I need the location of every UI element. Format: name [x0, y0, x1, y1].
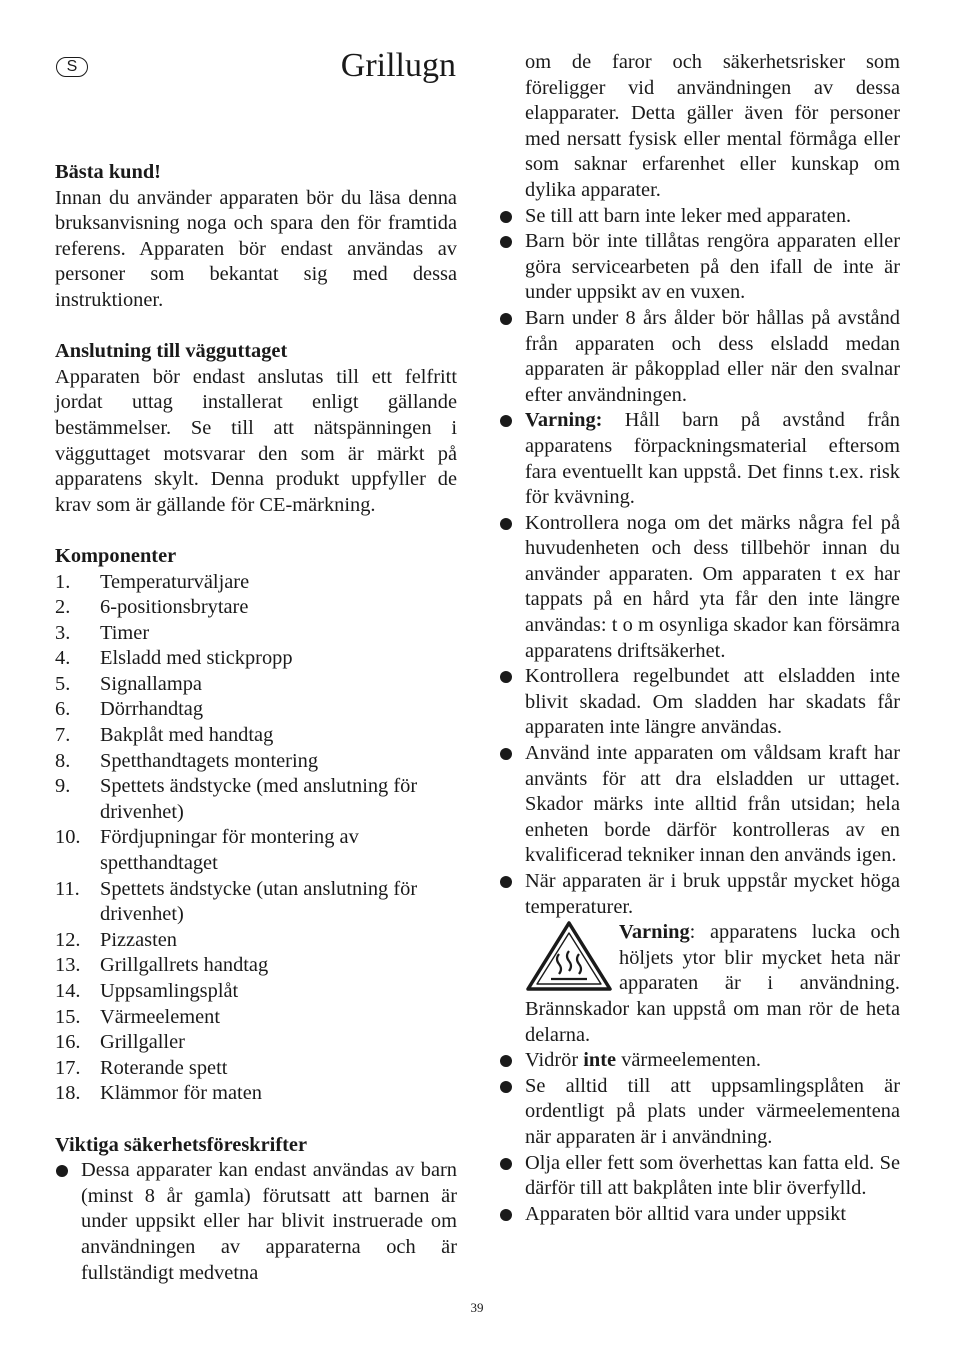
bullet-text: Se till att barn inte leker med apparaten.	[525, 204, 852, 227]
intro-text: Innan du använder apparaten bör du läsa denna bruksanvisning noga och spara den för framtida referens. Apparaten bör endast användas av personer som bekantat sig med dessa instruktioner.	[55, 186, 457, 311]
warning-text: Håll barn på avstånd från apparatens förpackningsmaterial eftersom fara eventuellt kan uppstå. Det finns t.ex. risk för kvävning.	[525, 409, 900, 509]
item-number: 1.	[55, 570, 71, 593]
list-item	[55, 774, 457, 825]
connection-heading: Anslutning till vägguttaget	[55, 340, 288, 363]
page-title: Grillugn	[340, 47, 456, 84]
bullet-text	[525, 408, 900, 510]
bullet-icon	[499, 1151, 525, 1202]
item-number: 13.	[55, 954, 81, 977]
bullet-text: Kontrollera noga om det märks några fel på huvudenheten och dess tillbehör innan du använder apparaten. Om apparaten t ex har tappats på en hård yta får den inte längre användas: t o m osynliga skador kan försämra apparatens driftsäkerhet.	[525, 511, 900, 662]
connection-text: Apparaten bör endast anslutas till ett felfritt jordat uttag installerat enligt gällande bestämmelser. Se till att nätspänningen i vägguttaget motsvarar den som är märkt på apparatens skylt. Denna produkt uppfyller de krav som är gällande för CE-märkning.	[55, 365, 457, 516]
bullet-continuation	[499, 50, 900, 204]
item-text: Signallampa	[100, 672, 202, 695]
bullet-text: Olja eller fett som överhettas kan fatta eld. Se därför till att bakplåten inte blir överfylld.	[525, 1151, 900, 1200]
item-text: Timer	[100, 621, 150, 644]
list-item	[55, 646, 457, 672]
list-item	[55, 928, 457, 954]
list-item	[55, 1056, 457, 1082]
item-text: Roterande spett	[100, 1056, 228, 1079]
warning-label: Varning	[619, 921, 690, 944]
bullet-text: Barn bör inte tillåtas rengöra apparaten eller göra servicearbeten på den ifall de inte är under uppsikt av en vuxen.	[525, 230, 900, 304]
item-text: Grillgallrets handtag	[100, 954, 269, 977]
item-text: Klämmor för maten	[100, 1082, 262, 1105]
item-number: 8.	[55, 749, 71, 772]
item-number: 12.	[55, 928, 81, 951]
list-item	[55, 979, 457, 1005]
bullet-icon	[499, 306, 525, 408]
warning-label: Varning:	[525, 409, 603, 432]
item-number: 3.	[55, 621, 71, 644]
item-text: Temperaturväljare	[100, 570, 250, 593]
bullet-item	[499, 511, 900, 665]
bullet-item	[55, 1158, 457, 1286]
bullet-icon	[499, 1048, 525, 1074]
bullet-icon	[55, 1158, 81, 1286]
components-heading: Komponenter	[55, 544, 177, 567]
page-number: 39	[470, 1300, 484, 1315]
list-item	[55, 672, 457, 698]
bullet-icon	[499, 229, 525, 306]
bullet-icon	[499, 1074, 525, 1151]
item-number: 15.	[55, 1005, 81, 1028]
bullet-text: Kontrollera regelbundet att elsladden inte blivit skadad. Om sladden har skadats får apparaten inte längre användas.	[525, 665, 900, 739]
bullet-item	[499, 741, 900, 869]
bullet-icon	[499, 204, 525, 230]
item-text: Elsladd med stickpropp	[100, 647, 293, 670]
bullet-text: Barn under 8 års ålder bör hållas på avstånd från apparaten och dess elsladd medan apparaten är påkopplad eller när den svalnar efter användningen.	[525, 306, 900, 406]
list-item	[55, 1081, 457, 1107]
item-text: Spettets ändstycke (med anslutning för drivenhet)	[100, 775, 418, 823]
list-item	[55, 595, 457, 621]
item-number: 7.	[55, 724, 71, 747]
bullet-item	[499, 204, 900, 230]
item-number: 6.	[55, 698, 71, 721]
item-text: Värmeelement	[100, 1005, 221, 1028]
bullet-item	[499, 1202, 900, 1228]
bullet-icon	[499, 869, 525, 1048]
hot-surface-warning-icon	[525, 920, 613, 992]
item-number: 17.	[55, 1056, 81, 1079]
bullet-text	[525, 869, 900, 1048]
item-number: 4.	[55, 647, 71, 670]
hot-surface-warning-text: Varning: apparatens lucka och höljets ytor blir mycket heta när apparaten är i användning. Brännskador kan uppstå om man rör de heta delarna.	[525, 921, 900, 1046]
right-column	[499, 50, 900, 1227]
item-number: 10.	[55, 826, 81, 849]
hot-surface-warning	[525, 920, 900, 1048]
language-badge: S	[56, 57, 88, 77]
item-text: Dörrhandtag	[100, 698, 204, 721]
bullet-text: om de faror och säkerhetsrisker som föreligger vid användningen av dessa elapparater. Detta gäller även för personer med nersatt fysisk eller mental förmåga eller som saknar erfarenhet eller kunskap om dylika apparater.	[525, 51, 900, 201]
list-item	[55, 1005, 457, 1031]
list-item	[55, 825, 457, 876]
item-text: Spetthandtagets montering	[100, 749, 319, 772]
bullet-icon	[499, 664, 525, 741]
list-item	[55, 621, 457, 647]
safety-heading: Viktiga säkerhetsföreskrifter	[55, 1133, 307, 1156]
item-number: 2.	[55, 596, 71, 619]
bullet-icon	[499, 511, 525, 665]
item-text: Spettets ändstycke (utan anslutning för drivenhet)	[100, 877, 418, 926]
item-text: 6-positionsbrytare	[100, 596, 249, 619]
bullet-icon	[499, 741, 525, 869]
bullet-item	[499, 1074, 900, 1151]
safety-list-start	[55, 1158, 457, 1286]
bullet-item	[499, 229, 900, 306]
item-text: Fördjupningar för montering av spetthandtaget	[100, 826, 359, 875]
bullet-text: Dessa apparater kan endast användas av barn (minst 8 år gamla) förutsatt att barnen är under uppsikt eller har blivit instruerade om användningen av apparaterna och är fullständigt medvetna	[81, 1159, 457, 1284]
list-item	[55, 953, 457, 979]
list-item	[55, 1030, 457, 1056]
list-item	[55, 697, 457, 723]
list-item	[55, 877, 457, 928]
safety-list-continued	[499, 50, 900, 1227]
item-text: Grillgaller	[100, 1031, 185, 1054]
bullet-text: Apparaten bör alltid vara under uppsikt	[525, 1202, 847, 1225]
list-item	[55, 570, 457, 596]
item-number: 9.	[55, 775, 71, 798]
item-number: 18.	[55, 1082, 81, 1105]
components-list	[55, 570, 457, 1107]
bullet-item	[499, 664, 900, 741]
item-number: 11.	[55, 877, 80, 900]
bullet-item	[499, 1151, 900, 1202]
bullet-item	[499, 408, 900, 510]
bullet-item	[499, 869, 900, 1048]
item-text: Pizzasten	[100, 928, 178, 951]
left-column	[55, 160, 457, 1286]
bullet-text: Vidrör inte värmeelementen.	[525, 1049, 762, 1072]
hot-temp-text: När apparaten är i bruk uppstår mycket höga temperaturer.	[525, 870, 900, 918]
bullet-icon	[499, 408, 525, 510]
list-item	[55, 723, 457, 749]
item-number: 16.	[55, 1031, 81, 1054]
bullet-text: Använd inte apparaten om våldsam kraft har använts för att dra elsladden ur uttaget. Skador märks inte alltid från utsidan; hela enheten borde därför kontrolleras av en kvalificerad tekniker innan den används igen.	[525, 742, 900, 867]
bullet-item	[499, 306, 900, 408]
bullet-text: Se alltid till att uppsamlingsplåten är ordentligt på plats under värmeelementena när apparaten är i användning.	[525, 1074, 900, 1148]
bullet-item	[499, 1048, 900, 1074]
list-item	[55, 749, 457, 775]
item-text: Uppsamlingsplåt	[100, 980, 239, 1002]
item-text: Bakplåt med handtag	[100, 724, 274, 747]
intro-heading: Bästa kund!	[55, 161, 161, 183]
bullet-icon	[499, 1202, 525, 1228]
item-number: 5.	[55, 672, 71, 695]
item-number: 14.	[55, 980, 81, 1002]
